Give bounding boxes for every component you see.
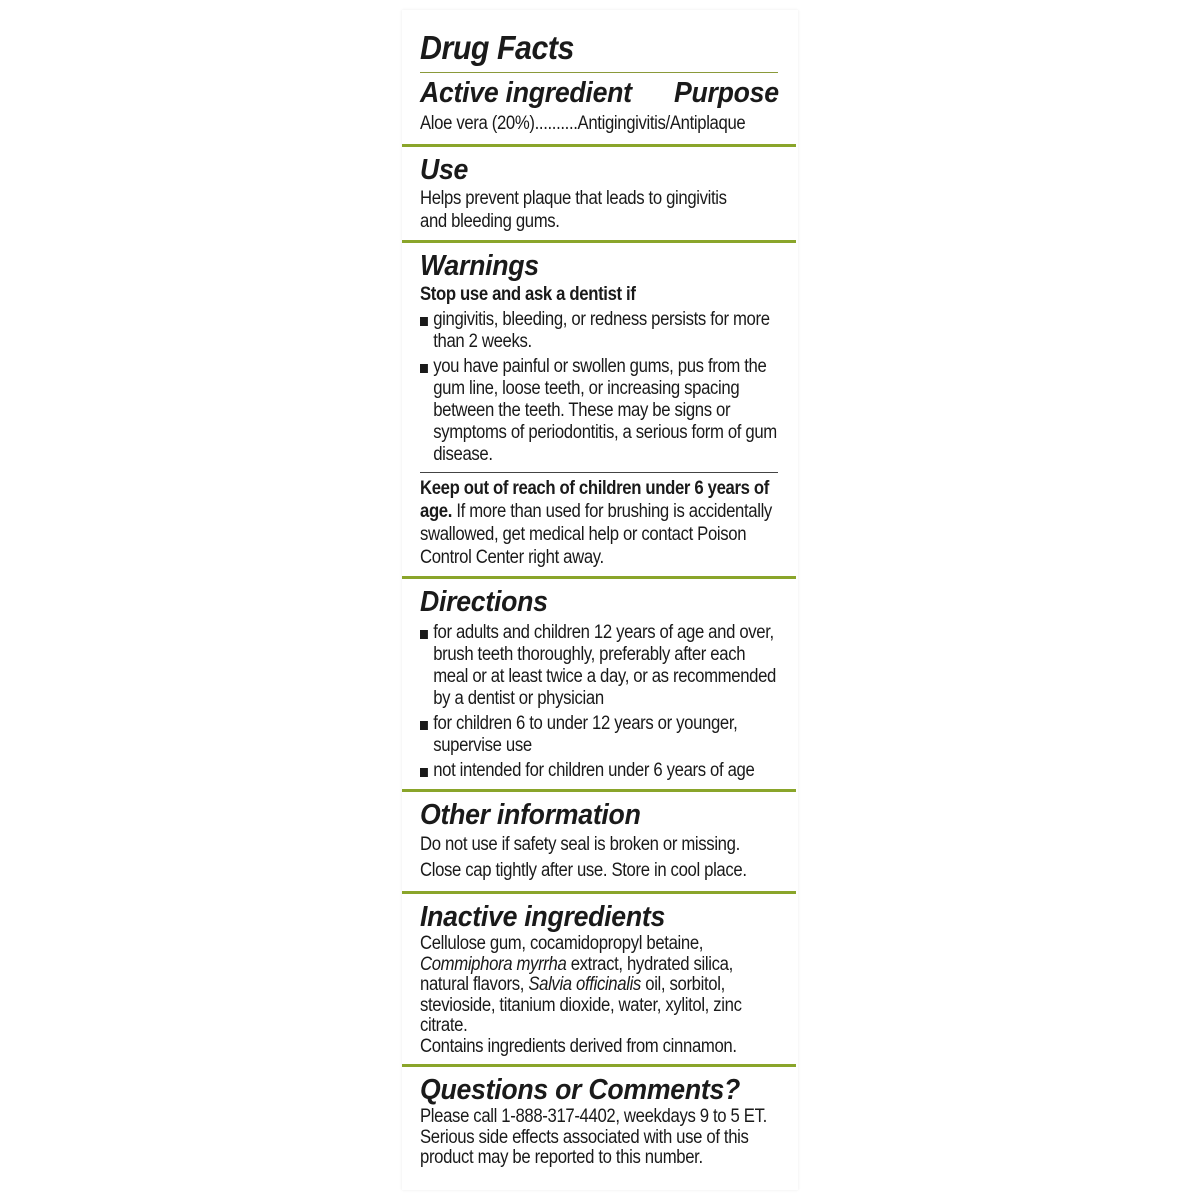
section-divider-inactive bbox=[402, 891, 796, 894]
active-ingredient-dots: .......... bbox=[534, 113, 578, 134]
warning-bullet-1 bbox=[420, 309, 781, 353]
drug-facts-content bbox=[420, 28, 778, 1169]
warning-bullet-2 bbox=[420, 356, 781, 466]
purpose-heading: Purpose bbox=[673, 77, 779, 109]
drug-facts-title: Drug Facts bbox=[420, 29, 574, 66]
section-divider-use bbox=[402, 144, 796, 147]
bullet-square-icon bbox=[420, 768, 428, 777]
other-information-heading: Other information bbox=[420, 799, 641, 831]
keep-out-bold-text: Keep out of reach of children under 6 years of age. bbox=[420, 478, 769, 522]
questions-text: Please call 1-888-317-4402, weekdays 9 to 5 ET. Serious side effects associated with use of this product may be reported to this number. bbox=[420, 1106, 767, 1168]
inactive-part-3: oil, sorbitol, stevioside, titanium dioxide, water, xylitol, zinc citrate. bbox=[420, 974, 742, 1036]
inactive-ingredients-text bbox=[420, 934, 781, 1037]
direction-bullet-3 bbox=[420, 760, 781, 782]
bullet-square-icon bbox=[420, 364, 428, 373]
direction-bullet-2 bbox=[420, 713, 781, 757]
bullet-square-icon bbox=[420, 721, 428, 730]
other-information-line-1: Do not use if safety seal is broken or missing. bbox=[420, 834, 740, 855]
directions-heading: Directions bbox=[420, 586, 548, 618]
active-ingredient-purpose: Antigingivitis/Antiplaque bbox=[577, 113, 746, 134]
direction-bullet-1 bbox=[420, 622, 781, 710]
inactive-italic-2: Salvia officinalis bbox=[528, 974, 641, 995]
bullet-square-icon bbox=[420, 317, 428, 326]
questions-heading: Questions or Comments? bbox=[420, 1074, 741, 1106]
section-divider-directions bbox=[402, 576, 796, 579]
warning-bullet-text: you have painful or swollen gums, pus from the gum line, loose teeth, or increasing spacing between the teeth. These may be signs or symptoms of periodontitis, a serious form of gum disease. bbox=[433, 356, 777, 465]
inactive-italic-1: Commiphora myrrha bbox=[420, 953, 567, 975]
inactive-contains: Contains ingredients derived from cinnamon. bbox=[420, 1035, 737, 1057]
inactive-part-2: extract, hydrated silica, natural flavors, bbox=[420, 953, 733, 995]
direction-bullet-text: for children 6 to under 12 years or younger, supervise use bbox=[433, 713, 738, 756]
active-ingredient-line bbox=[420, 111, 781, 137]
other-information-line-2: Close cap tightly after use. Store in cool place. bbox=[420, 860, 747, 881]
use-text: Helps prevent plaque that leads to gingivitis and bleeding gums. bbox=[420, 188, 727, 232]
use-heading: Use bbox=[420, 154, 469, 186]
active-ingredient-header bbox=[420, 75, 779, 111]
keep-out-of-reach bbox=[420, 477, 781, 569]
direction-bullet-text: for adults and children 12 years of age and over, brush teeth thoroughly, preferably after each meal or at least twice a day, or as recommended by a dentist or physician bbox=[433, 622, 777, 709]
active-ingredient-heading: Active ingredient bbox=[420, 77, 632, 109]
section-divider-other bbox=[402, 789, 796, 792]
active-ingredient-name: Aloe vera (20%) bbox=[420, 113, 535, 134]
keep-out-text: If more than used for brushing is accidentally swallowed, get medical help or contact Poison Control Center right away. bbox=[420, 501, 772, 568]
warning-bullet-text: gingivitis, bleeding, or redness persists for more than 2 weeks. bbox=[433, 309, 770, 352]
section-divider-warnings bbox=[402, 240, 796, 243]
title-divider bbox=[420, 72, 778, 73]
section-divider-questions bbox=[402, 1064, 796, 1067]
inactive-part-1: Cellulose gum, cocamidopropyl betaine, bbox=[420, 933, 704, 954]
warnings-heading: Warnings bbox=[420, 250, 539, 282]
bullet-square-icon bbox=[420, 630, 428, 639]
drug-facts-panel bbox=[402, 10, 798, 1190]
direction-bullet-text: not intended for children under 6 years of age bbox=[433, 760, 755, 781]
warnings-subheading: Stop use and ask a dentist if bbox=[420, 284, 636, 305]
inactive-ingredients-heading: Inactive ingredients bbox=[420, 901, 666, 933]
warnings-inner-divider bbox=[420, 472, 778, 473]
